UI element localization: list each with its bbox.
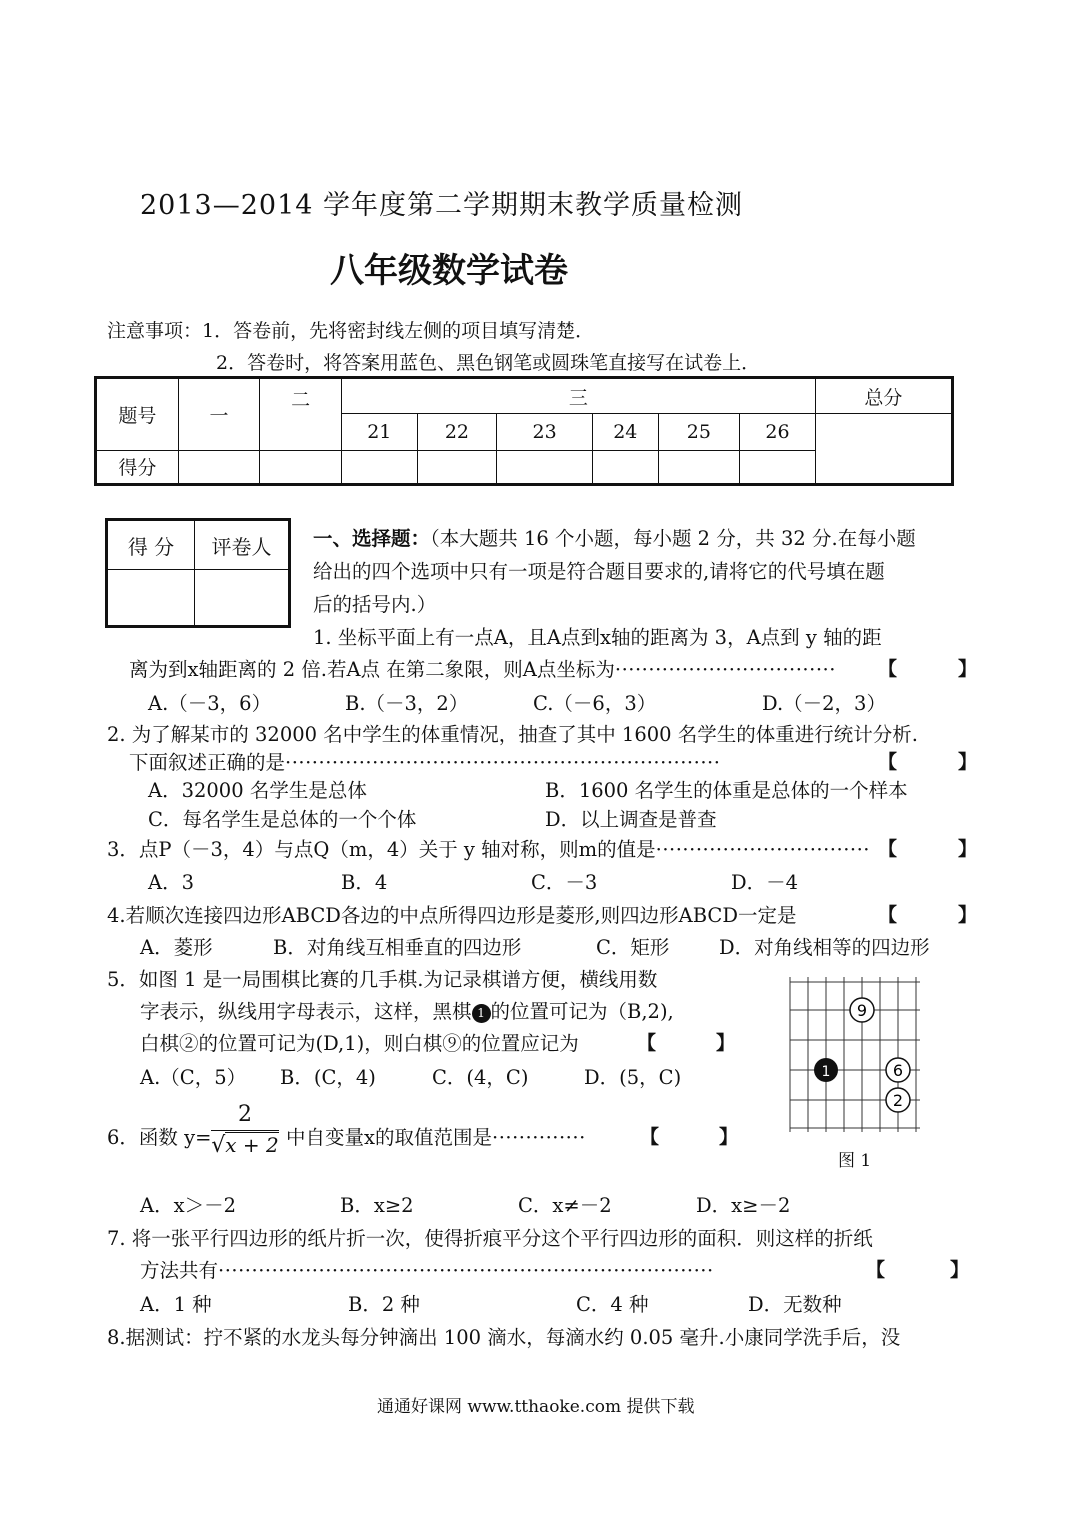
notes-label <box>107 316 594 343</box>
q4-answer-close: 】 <box>958 904 978 926</box>
q4-option-d[interactable]: D．对角线相等的四边形 <box>719 936 930 959</box>
q2-leader-dots: ································································· <box>285 751 721 774</box>
q5-line3: 白棋②的位置可记为(D,1)，则白棋⑨的位置应记为 <box>140 1032 579 1055</box>
q5-line1: 5．如图 1 是一局围棋比赛的几手棋.为记录棋谱方便，横线用数 <box>107 968 658 991</box>
section-3-header: 三 <box>341 378 815 414</box>
q5-line2-a: 字表示，纵线用字母表示，这样，黑棋 <box>140 1000 472 1023</box>
figure-1-label: 图 1 <box>838 1151 872 1171</box>
q4-answer-open: 【 <box>878 904 898 926</box>
total-header: 总分 <box>815 378 952 414</box>
q1-option-d[interactable]: D.（－2，3） <box>762 692 886 715</box>
q2-line2-text: 下面叙述正确的是 <box>129 751 286 774</box>
notes-label-text: 注意事项： <box>107 320 203 342</box>
score-cell-21[interactable] <box>341 450 417 484</box>
q6-prefix: 6．函数 y= <box>107 1126 212 1149</box>
q7-line1: 7. 将一张平行四边形的纸片折一次，使得折痕平分这个平行四边形的面积．则这样的折纸 <box>107 1227 873 1250</box>
section-1-heading: 一、选择题： <box>313 527 431 550</box>
sub-header-24: 24 <box>593 414 659 450</box>
q7-answer-close: 】 <box>950 1259 970 1281</box>
q2-line1: 2. 为了解某市的 32000 名中学生的体重情况，抽查了其中 1600 名学生的体重进行统计分析. <box>107 723 918 746</box>
q1-line2-text: 离为到x轴距离的 2 倍.若A点 在第二象限，则A点坐标为 <box>129 658 615 681</box>
exam-title: 2013—2014 学年度第二学期期末教学质量检测 <box>140 190 744 221</box>
white-stone-6-icon <box>886 1058 910 1082</box>
q6-suffix-text: 中自变量x的取值范围是 <box>286 1126 492 1149</box>
q3-option-d[interactable]: D．－4 <box>731 871 799 894</box>
q5-option-a[interactable]: A.（C，5） <box>140 1066 247 1089</box>
q7-option-c[interactable]: C．4 种 <box>576 1293 649 1316</box>
sub-header-25: 25 <box>658 414 740 450</box>
q2-option-b[interactable]: B．1600 名学生的体重是总体的一个样本 <box>545 779 908 802</box>
q2-option-d[interactable]: D．以上调查是普查 <box>545 808 717 831</box>
q3-answer-open: 【 <box>878 838 898 860</box>
section-1-header: 一 <box>178 378 260 451</box>
white-stone-9-icon <box>850 998 874 1022</box>
svg-text:6: 6 <box>892 1061 904 1080</box>
svg-text:2: 2 <box>892 1091 904 1110</box>
q2-option-c[interactable]: C．每名学生是总体的一个个体 <box>148 808 417 831</box>
score-cell-26[interactable] <box>740 450 816 484</box>
q5-answer-close: 】 <box>716 1032 736 1054</box>
sub-header-22: 22 <box>417 414 497 450</box>
q6-option-b[interactable]: B．x≥2 <box>340 1194 414 1217</box>
q7-leader-dots: ·········································································· <box>218 1259 714 1282</box>
score-cell-25[interactable] <box>658 450 740 484</box>
q1-option-b[interactable]: B.（－3，2） <box>345 692 469 715</box>
q5-line2-b: 的位置可记为（B,2), <box>490 1000 674 1023</box>
note-item-1: 1．答卷前，先将密封线左侧的项目填写清楚． <box>202 320 595 342</box>
q8-line1: 8.据测试：拧不紧的水龙头每分钟滴出 100 滴水，每滴水约 0.05 毫升.小康同学洗手后，没 <box>107 1326 901 1349</box>
q6-option-a[interactable]: A．x＞－2 <box>140 1194 236 1217</box>
score-cell-22[interactable] <box>417 450 497 484</box>
q7-line2-text: 方法共有 <box>140 1259 219 1282</box>
white-stone-2-icon <box>886 1088 910 1112</box>
q7-option-a[interactable]: A．1 种 <box>140 1293 212 1316</box>
q7-option-d[interactable]: D．无数种 <box>748 1293 842 1316</box>
grader-score-cell[interactable] <box>107 570 195 627</box>
q6-suffix <box>286 1122 586 1150</box>
score-cell-2[interactable] <box>260 450 342 484</box>
q3-option-b[interactable]: B．4 <box>341 871 388 894</box>
q3-leader-dots: ································ <box>655 838 870 861</box>
q5-option-c[interactable]: C．(4，C) <box>432 1066 529 1089</box>
q7-line2 <box>140 1255 714 1283</box>
q4-option-c[interactable]: C．矩形 <box>596 936 670 959</box>
grader-table <box>105 518 291 628</box>
score-cell-1[interactable] <box>178 450 260 484</box>
q7-option-b[interactable]: B．2 种 <box>348 1293 420 1316</box>
q5-answer-open: 【 <box>637 1032 657 1054</box>
q1-leader-dots: ································· <box>614 658 836 681</box>
q1-line2 <box>129 654 836 682</box>
q6-fraction <box>211 1102 279 1160</box>
section-1-intro-line1 <box>313 523 916 551</box>
q5-option-b[interactable]: B．(C，4) <box>280 1066 376 1089</box>
svg-text:9: 9 <box>856 1001 868 1020</box>
section-1-intro-line2: 给出的四个选项中只有一项是符合题目要求的,请将它的代号填在题 <box>313 560 885 583</box>
section-1-intro-text: （本大题共 16 个小题，每小题 2 分，共 32 分.在每小题 <box>430 527 916 550</box>
note-item-2: 2．答卷时，将答案用蓝色、黑色钢笔或圆珠笔直接写在试卷上． <box>216 352 761 374</box>
q4-option-a[interactable]: A．菱形 <box>140 936 213 959</box>
go-board-figure <box>782 972 922 1137</box>
q3-line1 <box>107 834 870 862</box>
q6-option-d[interactable]: D．x≥－2 <box>696 1194 791 1217</box>
q4-option-b[interactable]: B．对角线互相垂直的四边形 <box>273 936 522 959</box>
q6-denominator: √x + 2 <box>211 1133 279 1158</box>
sub-header-23: 23 <box>497 414 593 450</box>
q6-leader-dots: ·············· <box>492 1126 586 1149</box>
q5-line2 <box>140 996 674 1024</box>
black-stone-1-icon: 1 <box>472 1004 491 1023</box>
section-1-intro-line3: 后的括号内.） <box>313 593 437 616</box>
q3-option-c[interactable]: C．－3 <box>531 871 598 894</box>
q6-answer-close: 】 <box>719 1126 739 1148</box>
score-cell-23[interactable] <box>497 450 593 484</box>
section-2-header: 二 <box>260 378 342 451</box>
q3-answer-close: 】 <box>958 838 978 860</box>
grader-name-label: 评卷人 <box>195 520 290 570</box>
q3-line1-text: 3．点P（－3，4）与点Q（m，4）关于 y 轴对称，则m的值是 <box>107 838 656 861</box>
sqrt-icon: √ <box>211 1133 226 1158</box>
q1-answer-open: 【 <box>878 658 898 680</box>
exam-subtitle: 八年级数学试卷 <box>330 251 568 291</box>
score-cell-24[interactable] <box>593 450 659 484</box>
q5-option-d[interactable]: D．(5，C) <box>584 1066 682 1089</box>
q1-answer-close: 】 <box>958 658 978 680</box>
score-table <box>94 376 954 486</box>
svg-text:1: 1 <box>821 1064 831 1080</box>
q1-line1: 1. 坐标平面上有一点A，且A点到x轴的距离为 3，A点到 y 轴的距 <box>313 626 882 649</box>
q7-answer-open: 【 <box>866 1259 886 1281</box>
q6-numerator: 2 <box>238 1102 252 1127</box>
q2-option-a[interactable]: A．32000 名学生是总体 <box>148 779 367 802</box>
black-stone-1-board-icon <box>814 1058 838 1082</box>
q1-option-a[interactable]: A.（－3，6） <box>148 692 272 715</box>
footer-credit: 通通好课网 www.tthaoke.com 提供下载 <box>377 1397 695 1417</box>
sub-header-21: 21 <box>341 414 417 450</box>
q6-answer-open: 【 <box>640 1126 660 1148</box>
sub-header-26: 26 <box>740 414 816 450</box>
grader-name-cell[interactable] <box>195 570 290 627</box>
grader-score-label: 得 分 <box>107 520 195 570</box>
q1-option-c[interactable]: C.（－6，3） <box>533 692 657 715</box>
label-score: 得分 <box>96 450 179 484</box>
label-question-number: 题号 <box>96 378 179 451</box>
q2-line2 <box>129 747 720 775</box>
total-score-cell[interactable] <box>815 414 952 485</box>
q2-answer-open: 【 <box>878 751 898 773</box>
q6-option-c[interactable]: C．x≠－2 <box>518 1194 612 1217</box>
q2-answer-close: 】 <box>958 751 978 773</box>
q3-option-a[interactable]: A．3 <box>148 871 194 894</box>
q4-line1: 4.若顺次连接四边形ABCD各边的中点所得四边形是菱形,则四边形ABCD一定是 <box>107 904 797 927</box>
